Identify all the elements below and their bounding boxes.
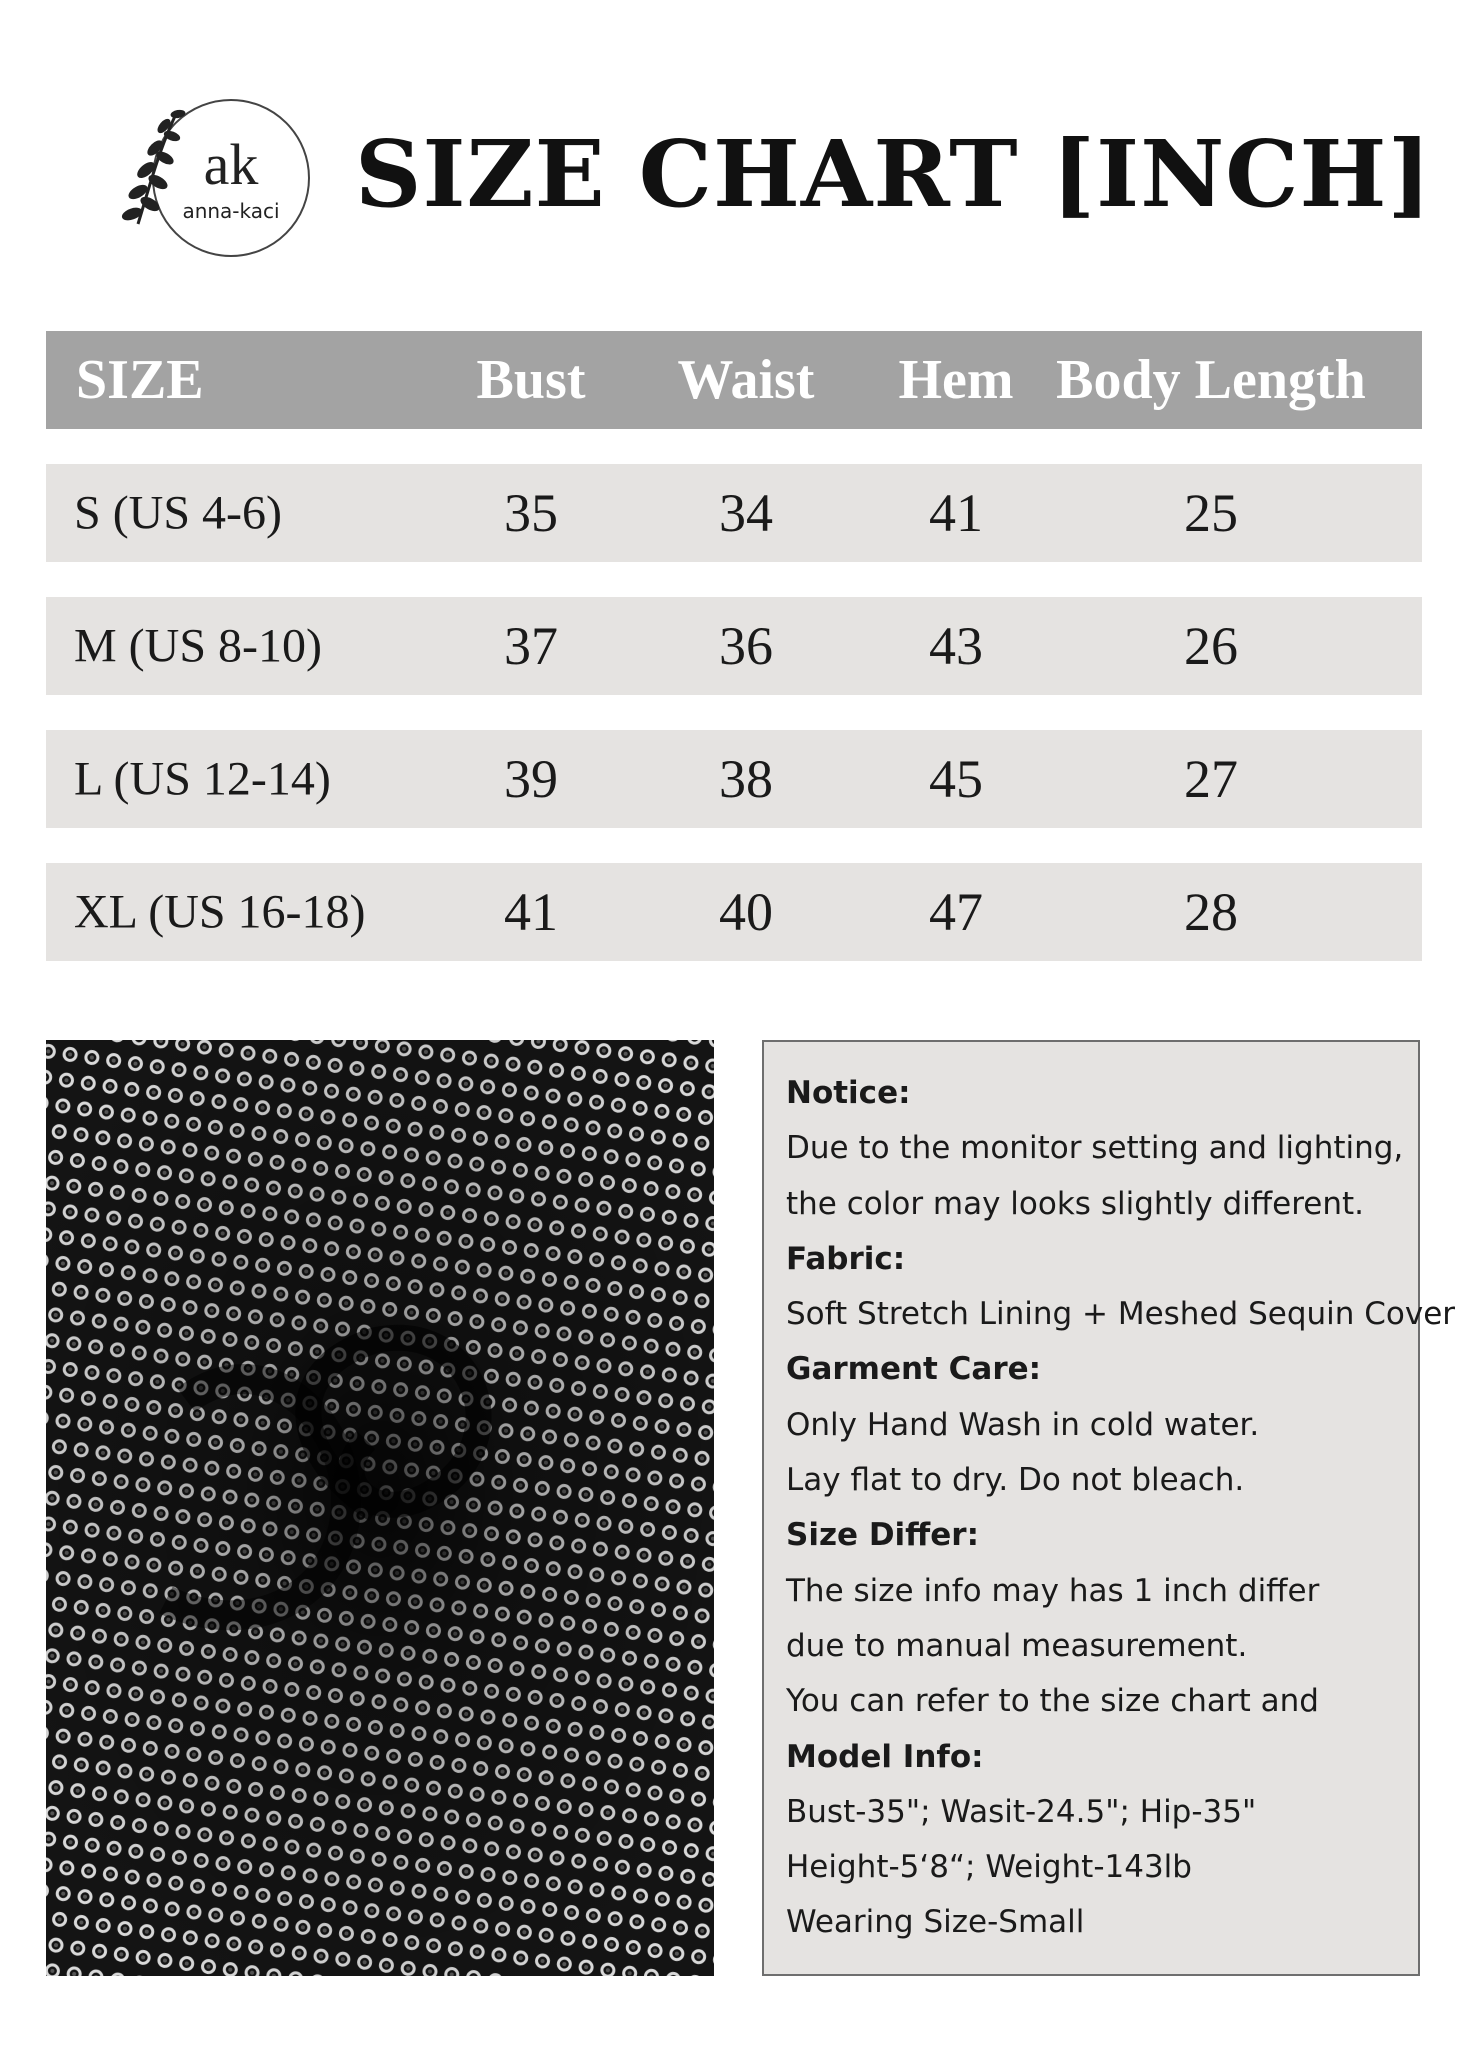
bust-cell: 41 — [504, 882, 558, 942]
hem-cell: 43 — [929, 616, 983, 676]
header-size: SIZE — [76, 349, 204, 411]
waist-cell: 34 — [719, 483, 773, 543]
leaf-branch-icon — [121, 109, 186, 224]
header-body-length: Body Length — [1056, 349, 1366, 411]
table-row — [46, 597, 1422, 695]
size-cell: M (US 8-10) — [74, 619, 322, 673]
table-row — [46, 464, 1422, 562]
brand-monogram: ak — [203, 132, 259, 197]
header-hem: Hem — [898, 349, 1014, 411]
fabric-photo — [46, 1040, 714, 1976]
hem-cell: 45 — [929, 749, 983, 809]
waist-cell: 40 — [719, 882, 773, 942]
waist-cell: 38 — [719, 749, 773, 809]
care-text: Only Hand Wash in cold water. — [786, 1406, 1260, 1443]
notice-box — [762, 1040, 1456, 1976]
size-cell: S (US 4-6) — [74, 486, 283, 540]
model-info-heading: Model Info: — [786, 1738, 984, 1775]
care-text: Lay flat to dry. Do not bleach. — [786, 1462, 1245, 1499]
header-waist: Waist — [677, 349, 815, 411]
model-info-text: Bust-35"; Wasit-24.5"; Hip-35" — [786, 1793, 1257, 1830]
notice-heading: Notice: — [786, 1075, 911, 1111]
table-header-row — [46, 331, 1422, 429]
length-cell: 28 — [1184, 882, 1238, 942]
size-differ-text: You can refer to the size chart and — [786, 1683, 1319, 1720]
model-info-text: Wearing Size-Small — [786, 1904, 1085, 1941]
length-cell: 25 — [1184, 483, 1238, 543]
bust-cell: 37 — [504, 616, 558, 676]
size-differ-text: The size info may has 1 inch differ — [786, 1572, 1320, 1609]
size-cell: XL (US 16-18) — [74, 885, 366, 939]
care-heading: Garment Care: — [786, 1351, 1042, 1388]
brand-name: anna-kaci — [182, 199, 280, 223]
fabric-heading: Fabric: — [786, 1240, 906, 1277]
waist-cell: 36 — [719, 616, 773, 676]
length-cell: 27 — [1184, 749, 1238, 809]
bust-cell: 39 — [504, 749, 558, 809]
bust-cell: 35 — [504, 483, 558, 543]
size-differ-heading: Size Differ: — [786, 1517, 979, 1554]
notice-text: Due to the monitor setting and lighting, — [786, 1130, 1404, 1167]
header-bust: Bust — [476, 349, 586, 411]
model-info-text: Height-5‘8“; Weight-143lb — [786, 1849, 1192, 1886]
brand-logo — [118, 92, 318, 264]
length-cell: 26 — [1184, 616, 1238, 676]
size-table — [46, 331, 1422, 961]
hem-cell: 41 — [929, 483, 983, 543]
table-row — [46, 863, 1422, 961]
page-title: SIZE CHART [INCH] — [355, 120, 1432, 228]
fabric-text: Soft Stretch Lining + Meshed Sequin Cover — [786, 1296, 1456, 1333]
hem-cell: 47 — [929, 882, 983, 942]
size-cell: L (US 12-14) — [74, 752, 331, 806]
notice-text: the color may looks slightly different. — [786, 1185, 1364, 1222]
table-row — [46, 730, 1422, 828]
size-differ-text: due to manual measurement. — [786, 1627, 1248, 1664]
